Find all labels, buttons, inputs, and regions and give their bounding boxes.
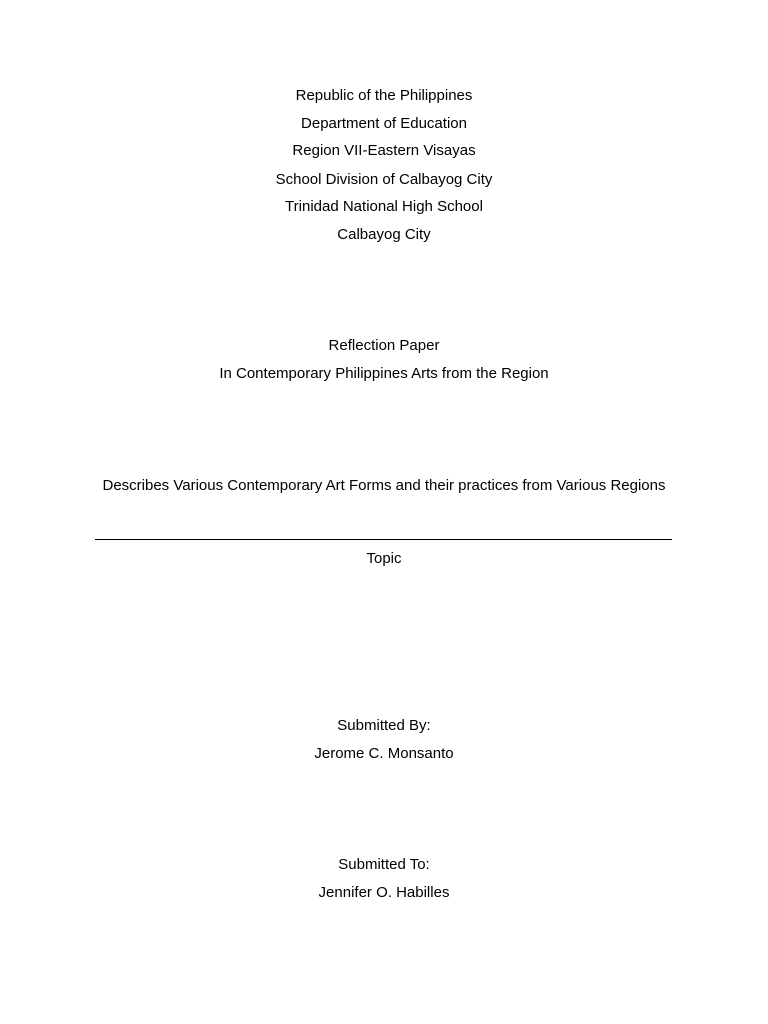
topic-label: Topic (366, 550, 402, 567)
paper-title: Reflection Paper (328, 337, 440, 354)
header-division: School Division of Calbayog City (275, 171, 493, 188)
header-region: Region VII-Eastern Visayas (292, 142, 476, 159)
topic-text: Describes Various Contemporary Art Forms and their practices from Various Regions (102, 477, 666, 494)
submitted-to-label: Submitted To: (338, 856, 430, 873)
submitted-to-name: Jennifer O. Habilles (318, 884, 450, 901)
submitted-by-name: Jerome C. Monsanto (314, 745, 454, 762)
header-department: Department of Education (301, 115, 467, 132)
topic-underline (95, 539, 672, 540)
header-school: Trinidad National High School (285, 198, 483, 215)
header-country: Republic of the Philippines (295, 87, 473, 104)
submitted-by-label: Submitted By: (337, 717, 431, 734)
header-city: Calbayog City (337, 226, 431, 243)
paper-subtitle: In Contemporary Philippines Arts from the Region (219, 365, 549, 382)
